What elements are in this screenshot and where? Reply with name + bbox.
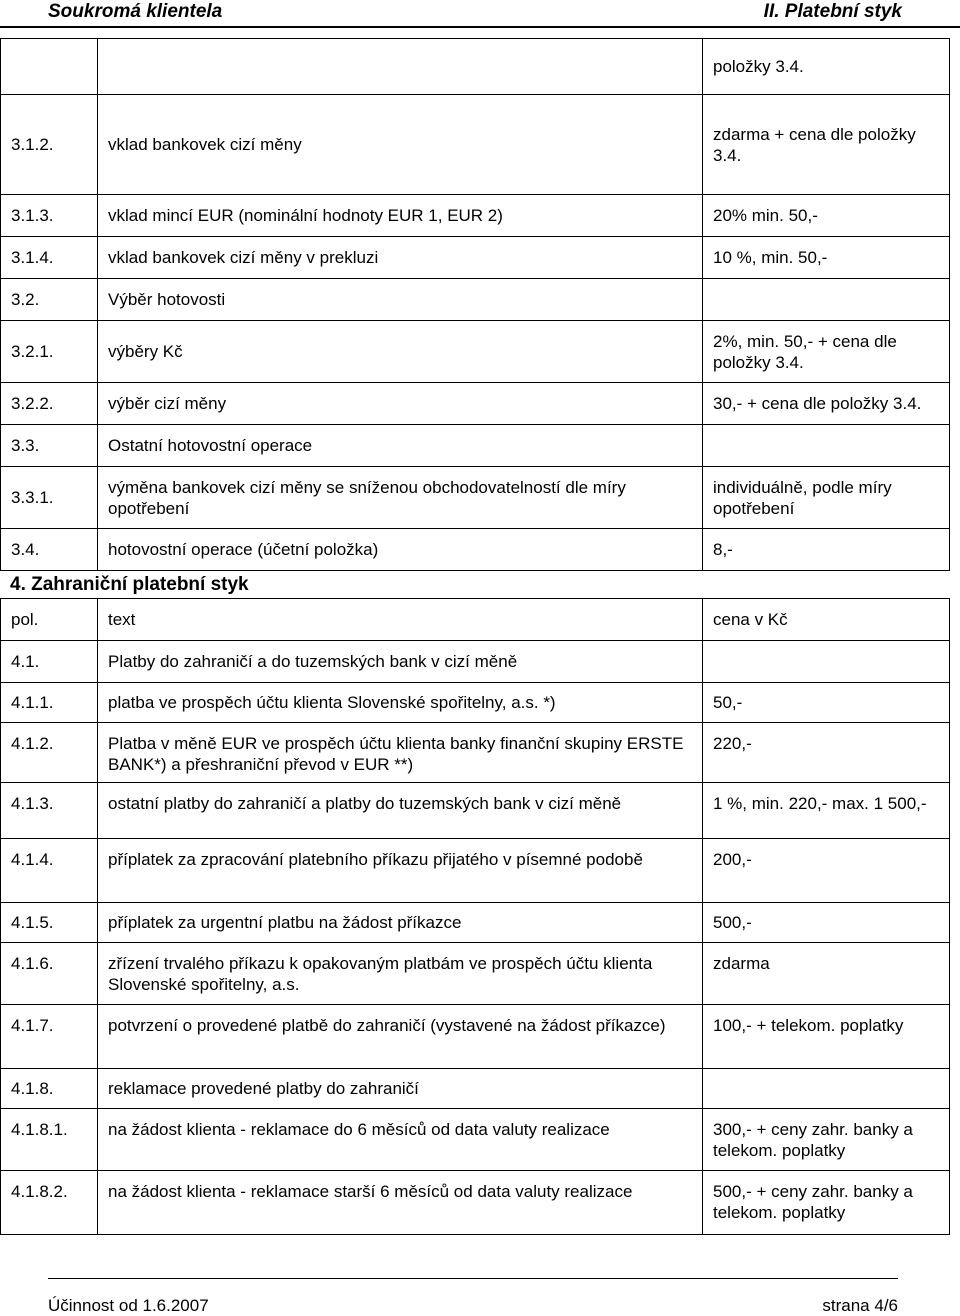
item-number: 4.1.7. (1, 1005, 98, 1069)
item-text: vklad bankovek cizí měny (98, 95, 703, 195)
item-price (703, 641, 950, 683)
table-row (1, 641, 950, 683)
item-number: 3.3. (1, 425, 98, 467)
table-row (1, 783, 950, 839)
item-text: příplatek za urgentní platbu na žádost příkazce (98, 903, 703, 943)
item-text: text (98, 599, 703, 641)
table-row (1, 321, 950, 383)
table-row (1, 599, 950, 641)
table-row (1, 279, 950, 321)
item-text: na žádost klienta - reklamace do 6 měsíců od data valuty realizace (98, 1109, 703, 1171)
item-text: Platby do zahraničí a do tuzemských bank v cizí měně (98, 641, 703, 683)
header-rule (0, 26, 960, 28)
item-number: pol. (1, 599, 98, 641)
item-text: na žádost klienta - reklamace starší 6 měsíců od data valuty realizace (98, 1171, 703, 1235)
table-row (1, 1005, 950, 1069)
item-number: 4.1.8.1. (1, 1109, 98, 1171)
table-row (1, 39, 950, 95)
item-number: 3.2.2. (1, 383, 98, 425)
item-price: 30,- + cena dle položky 3.4. (703, 383, 950, 425)
section-title: 4. Zahraniční platební styk (10, 574, 249, 595)
table-row (1, 943, 950, 1005)
item-number: 4.1.3. (1, 783, 98, 839)
item-price: 50,- (703, 683, 950, 723)
header-left-title: Soukromá klientela (48, 1, 223, 22)
item-price: 2%, min. 50,- + cena dle položky 3.4. (703, 321, 950, 383)
item-price: individuálně, podle míry opotřebení (703, 467, 950, 529)
item-number: 4.1.8.2. (1, 1171, 98, 1235)
item-price: 220,- (703, 723, 950, 783)
table-row (1, 1171, 950, 1235)
item-text: Výběr hotovosti (98, 279, 703, 321)
table-row (1, 383, 950, 425)
table-row (1, 839, 950, 903)
item-price: 20% min. 50,- (703, 195, 950, 237)
item-text: reklamace provedené platby do zahraničí (98, 1069, 703, 1109)
table-row (1, 195, 950, 237)
item-text: Ostatní hotovostní operace (98, 425, 703, 467)
table-row (1, 529, 950, 571)
item-text: potvrzení o provedené platbě do zahraničí (vystavené na žádost příkazce) (98, 1005, 703, 1069)
item-text: zřízení trvalého příkazu k opakovaným platbám ve prospěch účtu klienta Slovenské spořitelny, a.s. (98, 943, 703, 1005)
header-right-title: II. Platební styk (763, 1, 902, 22)
item-number: 3.1.4. (1, 237, 98, 279)
table-row (1, 425, 950, 467)
item-price: 200,- (703, 839, 950, 903)
item-price: 500,- + ceny zahr. banky a telekom. poplatky (703, 1171, 950, 1235)
item-price: 300,- + ceny zahr. banky a telekom. poplatky (703, 1109, 950, 1171)
footer-rule (48, 1278, 898, 1279)
item-number: 3.1.2. (1, 95, 98, 195)
item-number: 4.1. (1, 641, 98, 683)
fee-table-cash (0, 38, 950, 571)
item-price: položky 3.4. (703, 39, 950, 95)
item-number: 3.4. (1, 529, 98, 571)
item-price: zdarma (703, 943, 950, 1005)
item-price: 8,- (703, 529, 950, 571)
table-row (1, 467, 950, 529)
table-row (1, 1109, 950, 1171)
item-text: výměna bankovek cizí měny se sníženou obchodovatelností dle míry opotřebení (98, 467, 703, 529)
item-text: výběry Kč (98, 321, 703, 383)
item-price: 500,- (703, 903, 950, 943)
item-number: 3.2. (1, 279, 98, 321)
item-number: 4.1.2. (1, 723, 98, 783)
item-number: 4.1.1. (1, 683, 98, 723)
item-price: 100,- + telekom. poplatky (703, 1005, 950, 1069)
table-row (1, 1069, 950, 1109)
table-row (1, 903, 950, 943)
table-row (1, 683, 950, 723)
item-text: platba ve prospěch účtu klienta Slovenské spořitelny, a.s. *) (98, 683, 703, 723)
item-text: vklad mincí EUR (nominální hodnoty EUR 1, EUR 2) (98, 195, 703, 237)
fee-table-foreign-payments (0, 598, 950, 1235)
item-text: příplatek za zpracování platebního příkazu přijatého v písemné podobě (98, 839, 703, 903)
table-row (1, 95, 950, 195)
item-text: vklad bankovek cizí měny v prekluzi (98, 237, 703, 279)
item-number (1, 39, 98, 95)
item-number: 4.1.8. (1, 1069, 98, 1109)
item-number: 4.1.4. (1, 839, 98, 903)
footer-page-number: strana 4/6 (822, 1296, 898, 1315)
table-row (1, 237, 950, 279)
item-price (703, 425, 950, 467)
item-number: 4.1.5. (1, 903, 98, 943)
item-price: zdarma + cena dle položky 3.4. (703, 95, 950, 195)
item-text: ostatní platby do zahraničí a platby do tuzemských bank v cizí měně (98, 783, 703, 839)
item-number: 3.1.3. (1, 195, 98, 237)
item-number: 3.2.1. (1, 321, 98, 383)
footer-effective-date: Účinnost od 1.6.2007 (48, 1296, 209, 1315)
item-text: výběr cizí měny (98, 383, 703, 425)
item-price: 10 %, min. 50,- (703, 237, 950, 279)
item-price: 1 %, min. 220,- max. 1 500,- (703, 783, 950, 839)
page-header (0, 0, 960, 28)
item-number: 4.1.6. (1, 943, 98, 1005)
item-text (98, 39, 703, 95)
item-text: hotovostní operace (účetní položka) (98, 529, 703, 571)
item-text: Platba v měně EUR ve prospěch účtu klienta banky finanční skupiny ERSTE BANK*) a přeshraniční převod v EUR **) (98, 723, 703, 783)
item-price: cena v Kč (703, 599, 950, 641)
item-price (703, 279, 950, 321)
item-price (703, 1069, 950, 1109)
item-number: 3.3.1. (1, 467, 98, 529)
table-row (1, 723, 950, 783)
